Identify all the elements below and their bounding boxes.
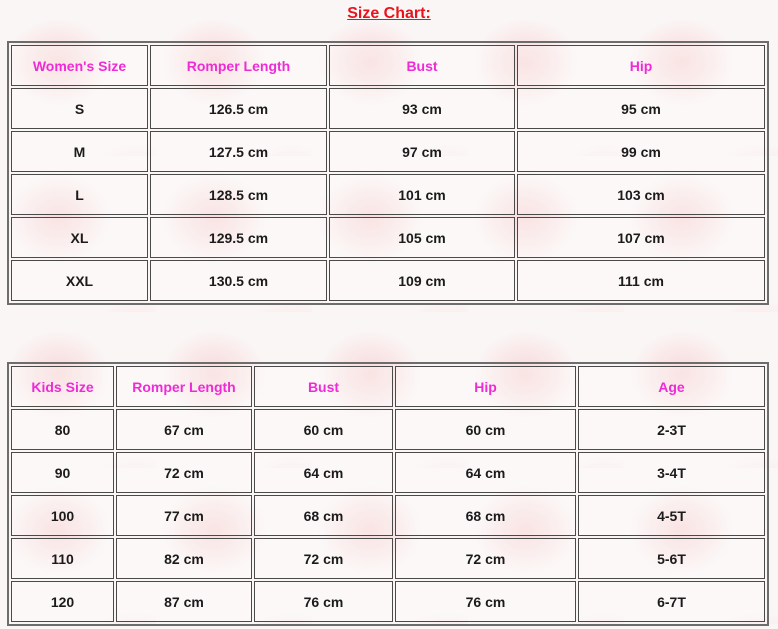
table-cell: 101 cm xyxy=(329,174,515,215)
women-size-table xyxy=(7,41,769,305)
header-cell: Hip xyxy=(395,366,576,407)
table-cell: M xyxy=(11,131,148,172)
table-row xyxy=(11,174,765,215)
table-cell: 111 cm xyxy=(517,260,765,301)
table-row xyxy=(11,581,765,622)
table-row xyxy=(11,495,765,536)
table-header-row xyxy=(11,366,765,407)
table-cell: 105 cm xyxy=(329,217,515,258)
table-cell: 64 cm xyxy=(254,452,393,493)
table-cell: 90 xyxy=(11,452,114,493)
table-cell: 82 cm xyxy=(116,538,252,579)
table-cell: 67 cm xyxy=(116,409,252,450)
table-cell: 4-5T xyxy=(578,495,765,536)
kids-size-table xyxy=(7,362,769,626)
table-cell: 130.5 cm xyxy=(150,260,327,301)
table-cell: 64 cm xyxy=(395,452,576,493)
table-cell: L xyxy=(11,174,148,215)
table-cell: 60 cm xyxy=(254,409,393,450)
table-cell: 5-6T xyxy=(578,538,765,579)
table-cell: 99 cm xyxy=(517,131,765,172)
header-cell: Romper Length xyxy=(116,366,252,407)
table-cell: 93 cm xyxy=(329,88,515,129)
table-cell: 68 cm xyxy=(395,495,576,536)
table-cell: 60 cm xyxy=(395,409,576,450)
header-cell: Women's Size xyxy=(11,45,148,86)
table-cell: S xyxy=(11,88,148,129)
table-row xyxy=(11,538,765,579)
header-cell: Bust xyxy=(329,45,515,86)
table-cell: 107 cm xyxy=(517,217,765,258)
table-cell: 95 cm xyxy=(517,88,765,129)
table-cell: 129.5 cm xyxy=(150,217,327,258)
table-cell: 3-4T xyxy=(578,452,765,493)
table-row xyxy=(11,452,765,493)
table-cell: 103 cm xyxy=(517,174,765,215)
table-row xyxy=(11,217,765,258)
table-cell: 72 cm xyxy=(395,538,576,579)
table-cell: XL xyxy=(11,217,148,258)
header-cell: Hip xyxy=(517,45,765,86)
table-cell: 76 cm xyxy=(395,581,576,622)
table-cell: 68 cm xyxy=(254,495,393,536)
table-cell: 120 xyxy=(11,581,114,622)
table-row xyxy=(11,409,765,450)
table-cell: 80 xyxy=(11,409,114,450)
table-cell: 126.5 cm xyxy=(150,88,327,129)
table-cell: 128.5 cm xyxy=(150,174,327,215)
table-cell: 87 cm xyxy=(116,581,252,622)
table-row xyxy=(11,131,765,172)
table-cell: 109 cm xyxy=(329,260,515,301)
table-cell: 72 cm xyxy=(116,452,252,493)
table-cell: 100 xyxy=(11,495,114,536)
header-cell: Bust xyxy=(254,366,393,407)
table-cell: XXL xyxy=(11,260,148,301)
table-cell: 2-3T xyxy=(578,409,765,450)
table-cell: 97 cm xyxy=(329,131,515,172)
table-header-row xyxy=(11,45,765,86)
table-cell: 76 cm xyxy=(254,581,393,622)
table-cell: 6-7T xyxy=(578,581,765,622)
header-cell: Romper Length xyxy=(150,45,327,86)
table-row xyxy=(11,260,765,301)
header-cell: Age xyxy=(578,366,765,407)
size-chart-title: Size Chart: xyxy=(347,5,431,22)
table-cell: 72 cm xyxy=(254,538,393,579)
table-row xyxy=(11,88,765,129)
header-cell: Kids Size xyxy=(11,366,114,407)
table-cell: 127.5 cm xyxy=(150,131,327,172)
table-cell: 110 xyxy=(11,538,114,579)
table-cell: 77 cm xyxy=(116,495,252,536)
